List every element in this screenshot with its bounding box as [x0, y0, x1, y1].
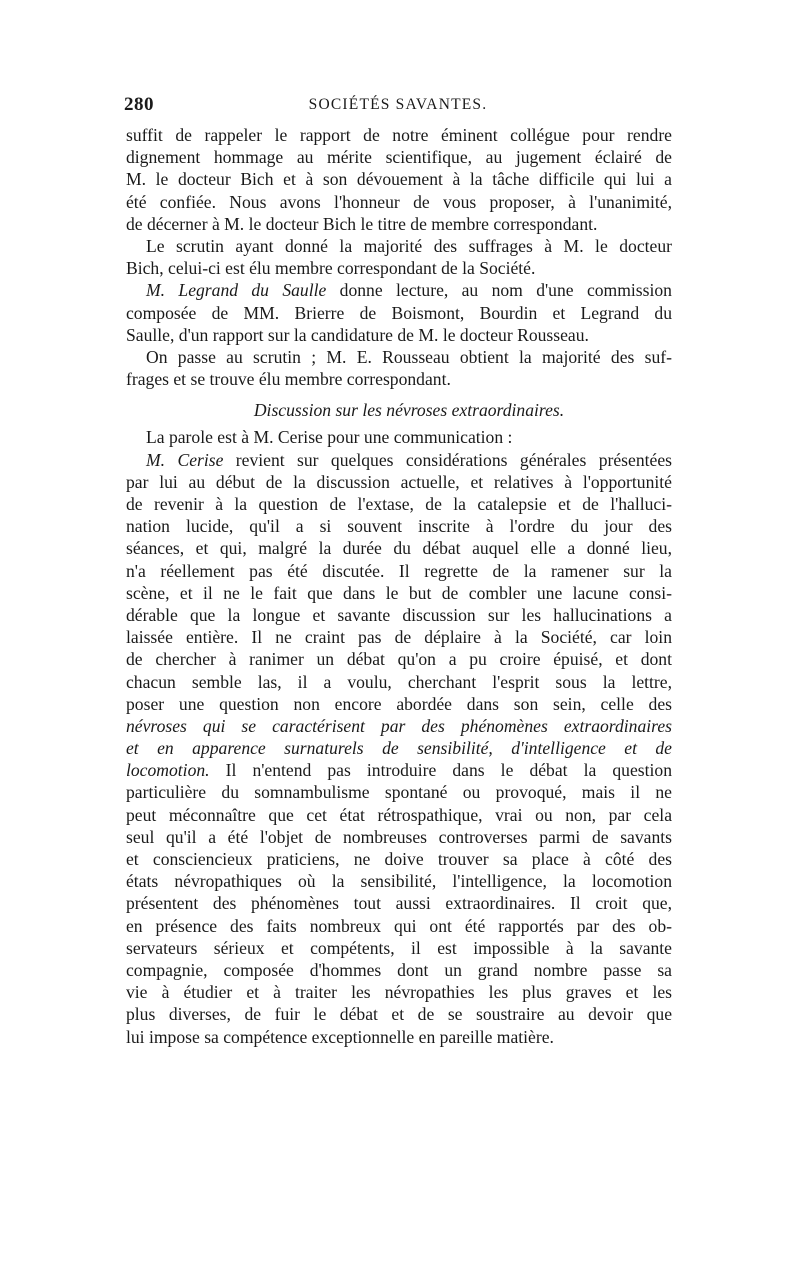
section-subtitle: Discussion sur les névroses extraordinaires. — [253, 400, 565, 421]
text-line: et consciencieux praticiens, ne doive trouver sa place à côté des — [126, 849, 672, 869]
paragraph-scrutin-rousseau — [126, 346, 672, 390]
text-line: Saulle, d'un rapport sur la candidature de M. le docteur Rousseau. — [126, 324, 589, 345]
text-line: peut méconnaître que cet état rétrospathique, vrai ou non, par cela — [126, 804, 672, 825]
speaker-name: M. Cerise — [146, 449, 224, 470]
text-line: séances, et qui, malgré la durée du débat auquel elle a donné lieu, — [126, 538, 672, 559]
text-line: seul qu'il a été l'objet de nombreuses controverses parmi de savants — [126, 826, 672, 847]
text-line: poser une question non encore abordée dans son sein, celle des — [126, 693, 672, 714]
text-line: vie à étudier et à traiter les névropathies les plus graves et les — [126, 982, 672, 1003]
text-line: Le scrutin ayant donné la majorité des suffrages à M. le docteur — [146, 235, 672, 256]
text-line: particulière du somnambulisme spontané ou provoqué, mais il ne — [126, 782, 672, 803]
text-line: scène, et il ne le fait que dans le but de combler une lacune consi- — [126, 582, 672, 603]
text-line: états névropathiques où la sensibilité, l'intelligence, la locomotion — [126, 871, 672, 892]
text-line: suffit de rappeler le rapport de notre éminent collégue pour rendre — [126, 125, 672, 145]
text-line: n'a réellement pas été discutée. Il regrette de la ramener sur la — [126, 560, 672, 581]
text-line: de chercher à ranimer un débat qu'on a pu croire épuisé, et dont — [126, 649, 672, 670]
text-run: donne lecture, au nom d'une commission — [326, 280, 672, 301]
text-line: dignement hommage au mérite scientifique, au jugement éclairé de — [126, 147, 672, 168]
page-number: 280 — [124, 94, 154, 115]
italic-run: locomotion. — [126, 760, 210, 781]
paragraph-legrand-report — [126, 279, 672, 346]
paragraph-parole: La parole est à M. Cerise pour une communication : — [146, 427, 513, 448]
paragraph-report-conclusion — [126, 124, 672, 235]
page-header — [124, 94, 672, 120]
text-line: chacun semble las, il a voulu, cherchant l'esprit sous la lettre, — [126, 671, 672, 692]
paragraph-cerise-communication — [126, 449, 672, 1048]
text-run: revient sur quelques considérations générales présentées — [223, 449, 672, 470]
paragraph-scrutin-bich — [126, 235, 672, 279]
text-line: Bich, celui-ci est élu membre correspondant de la Société. — [126, 258, 536, 279]
text-line: nation lucide, qu'il a si souvent inscrite à l'ordre du jour des — [126, 516, 672, 537]
text-line: de revenir à la question de l'extase, de la catalepsie et de l'halluci- — [126, 494, 672, 514]
text-line: de décerner à M. le docteur Bich le titre de membre correspondant. — [126, 213, 598, 234]
text-line: en présence des faits nombreux qui ont été rapportés par des ob- — [126, 915, 672, 936]
text-line-italic: et en apparence surnaturels de sensibilité, d'intelligence et de — [126, 738, 672, 759]
text-line: présentent des phénomènes tout aussi extraordinaires. Il croit que, — [126, 893, 672, 914]
text-line: M. le docteur Bich et à son dévouement à la tâche difficile qui lui a — [126, 169, 672, 190]
text-line — [126, 449, 672, 471]
text-line: été confiée. Nous avons l'honneur de vous proposer, à l'unanimité, — [126, 191, 672, 212]
text-run: Il n'entend pas introduire dans le débat la question — [209, 760, 672, 781]
text-line: composée de MM. Brierre de Boismont, Bourdin et Legrand du — [126, 302, 672, 323]
text-line: lui impose sa compétence exceptionnelle en pareille matière. — [126, 1026, 554, 1047]
speaker-name: M. Legrand du Saulle — [146, 280, 327, 301]
text-line — [126, 759, 672, 781]
text-line: par lui au début de la discussion actuelle, et relatives à l'opportunité — [126, 471, 672, 492]
text-line: dérable que la longue et savante discussion sur les hallucinations a — [126, 604, 672, 625]
text-line: compagnie, composée d'hommes dont un grand nombre passe sa — [126, 959, 672, 980]
running-head: SOCIÉTÉS SAVANTES. — [308, 96, 488, 113]
body-text — [126, 124, 672, 1048]
text-line: servateurs sérieux et compétents, il est impossible à la savante — [126, 937, 672, 958]
text-line-italic: névroses qui se caractérisent par des phénomènes extraordinaires — [126, 715, 672, 736]
text-line: laissée entière. Il ne craint pas de déplaire à la Société, car loin — [126, 627, 672, 648]
text-line: plus diverses, de fuir le débat et de se soustraire au devoir que — [126, 1004, 672, 1025]
text-line: frages et se trouve élu membre correspondant. — [126, 369, 451, 390]
text-line — [126, 279, 672, 301]
text-line: On passe au scrutin ; M. E. Rousseau obtient la majorité des suf- — [146, 346, 672, 367]
